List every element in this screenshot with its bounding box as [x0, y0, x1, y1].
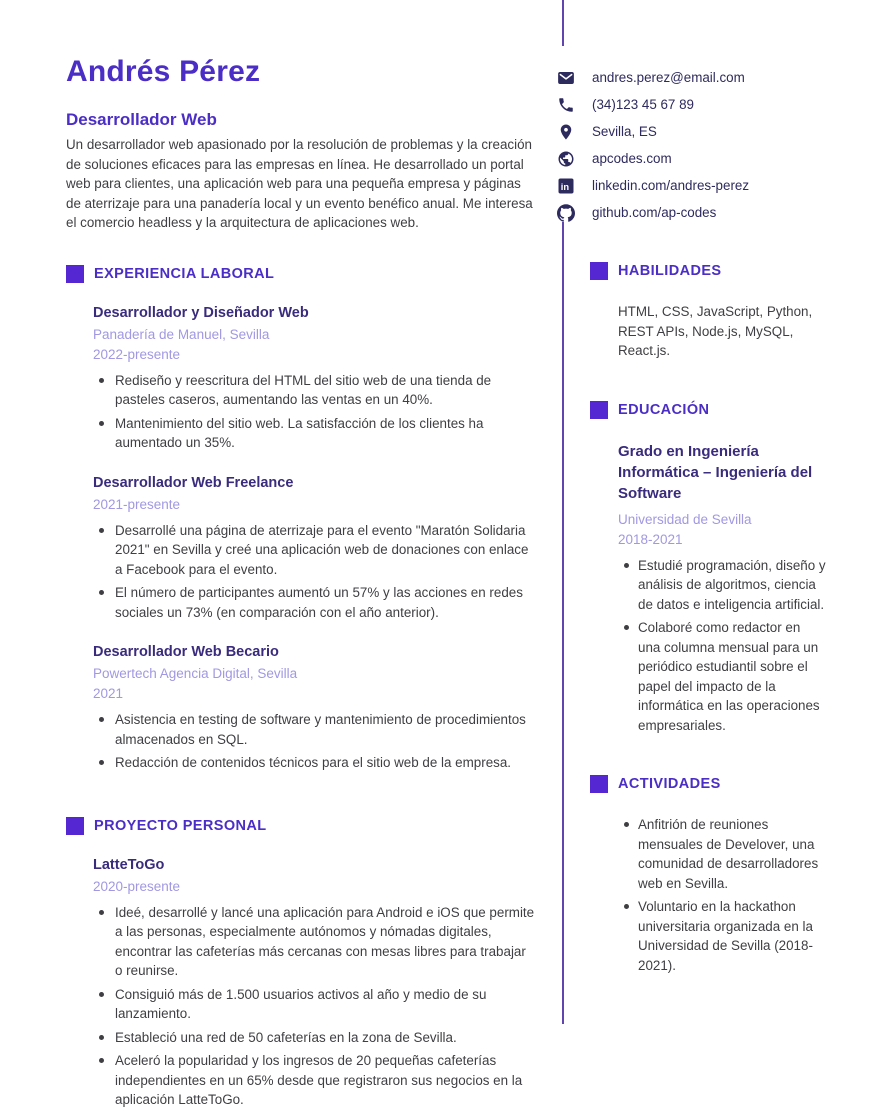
contact-row-phone [556, 91, 846, 118]
section-activities [590, 775, 846, 975]
experience-entries [93, 305, 536, 773]
activities-section-header [590, 775, 846, 793]
job-entry [93, 475, 536, 623]
contact-row-github [556, 199, 846, 226]
degree-title: Grado en Ingeniería Informática – Ingeniería del Software [618, 442, 813, 502]
bullet-item: Anfitrión de reuniones mensuales de Develover, una comunidad de desarrolladores web en Sevilla. [618, 815, 826, 893]
experience-section-header [66, 265, 536, 283]
bullet-item: Mantenimiento del sitio web. La satisfacción de los clientes ha aumentado un 35%. [93, 414, 536, 453]
bullet-item: Colaboré como redactor en una columna mensual para un periódico estudiantil sobre el papel del impacto de la informática en las operaciones empresariales. [618, 618, 826, 735]
section-education [590, 401, 846, 736]
github-icon [556, 203, 575, 222]
job-title: Desarrollador Web Becario [93, 644, 279, 660]
email-icon [556, 68, 575, 87]
bullet-item: Estudié programación, diseño y análisis de algoritmos, ciencia de datos e inteligencia artificial. [618, 556, 826, 615]
bullet-item: El número de participantes aumentó un 57% y las acciones en redes sociales un 73% (en comparación con el año anterior). [93, 583, 536, 622]
globe-icon [556, 149, 575, 168]
job-dates: 2022-presente [93, 346, 181, 362]
section-heading: EDUCACIÓN [618, 401, 710, 418]
job-company: Panadería de Manuel, Sevilla [93, 326, 270, 342]
education-body [618, 441, 826, 736]
project-section-header [66, 817, 536, 835]
bullet-item: Aceleró la popularidad y los ingresos de 20 pequeñas cafeterías independientes en un 65% desde que registraron sus negocios en la aplicación LatteToGo. [93, 1051, 536, 1110]
section-marker-icon [590, 775, 608, 793]
section-skills [590, 262, 846, 361]
job-entry [93, 644, 536, 773]
contact-list [556, 64, 846, 226]
job-title: Desarrollador y Diseñador Web [93, 304, 309, 321]
contact-email: andres.perez@email.com [592, 70, 745, 85]
bullet-item: Redacción de contenidos técnicos para el sitio web de la empresa. [93, 753, 536, 773]
profile-summary: Un desarrollador web apasionado por la resolución de problemas y la creación de soluciones eficaces para las empresas en línea. He desarrollado un portal web para clientes, una aplicación web para una pequeña empresa y páginas de aterrizaje para una panadería local y un evento benéfico anual. Me interesa el comercio headless y la arquitectura de aplicaciones web. [66, 137, 533, 230]
contact-row-linkedin [556, 172, 846, 199]
section-marker-icon [66, 817, 84, 835]
section-heading: ACTIVIDADES [618, 776, 721, 792]
phone-icon [556, 95, 575, 114]
bullet-item: Asistencia en testing de software y mantenimiento de procedimientos almacenados en SQL. [93, 710, 536, 749]
education-section-header [590, 401, 846, 419]
contact-location: Sevilla, ES [592, 124, 657, 139]
project-bullet-list [93, 903, 536, 1110]
linkedin-icon [556, 176, 575, 195]
activities-bullet-list [618, 815, 826, 975]
contact-row-location [556, 118, 846, 145]
job-dates: 2021-presente [93, 496, 181, 512]
education-school: Universidad de Sevilla [618, 511, 752, 527]
section-marker-icon [590, 401, 608, 419]
section-experience [66, 265, 536, 773]
project-entries [93, 857, 536, 1110]
bullet-item: Estableció una red de 50 cafeterías en la zona de Sevilla. [93, 1028, 536, 1048]
contact-row-website [556, 145, 846, 172]
job-bullet-list [93, 710, 536, 773]
section-heading: HABILIDADES [618, 263, 722, 279]
contact-row-email [556, 64, 846, 91]
bullet-item: Ideé, desarrollé y lancé una aplicación para Android e iOS que permite a las personas, especialmente autónomos y nómadas digitales, encontrar las cafeterías más cercanas con mesas libres para trabajar o reunirse. [93, 903, 536, 981]
contact-github: github.com/ap-codes [592, 205, 717, 220]
section-marker-icon [66, 265, 84, 283]
location-icon [556, 122, 575, 141]
job-bullet-list [93, 521, 536, 623]
contact-website: apcodes.com [592, 151, 672, 166]
vertical-divider-top [562, 0, 564, 46]
project-dates: 2020-presente [93, 878, 181, 894]
svg-text:in: in [560, 181, 569, 192]
job-title: Desarrollador Web Freelance [93, 474, 294, 491]
side-column [556, 64, 846, 979]
job-entry [93, 305, 536, 453]
skills-body [618, 302, 826, 361]
bullet-item: Consiguió más de 1.500 usuarios activos al año y medio de su lanzamiento. [93, 985, 536, 1024]
education-bullet-list [618, 556, 826, 736]
job-bullet-list [93, 371, 536, 453]
bullet-item: Rediseño y reescritura del HTML del sitio web de una tienda de pasteles caseros, aumentando las ventas en un 40%. [93, 371, 536, 410]
job-company: Powertech Agencia Digital, Sevilla [93, 666, 298, 681]
job-dates: 2021 [93, 686, 124, 701]
activities-body [618, 815, 826, 975]
section-heading: PROYECTO PERSONAL [94, 817, 267, 834]
section-marker-icon [590, 262, 608, 280]
skills-list: HTML, CSS, JavaScript, Python, REST APIs, Node.js, MySQL, React.js. [618, 304, 813, 358]
section-personal-project [66, 817, 536, 1110]
contact-linkedin: linkedin.com/andres-perez [592, 178, 750, 193]
bullet-item: Voluntario en la hackathon universitaria organizada en la Universidad de Sevilla (2018-2021). [618, 897, 826, 975]
education-dates: 2018-2021 [618, 531, 683, 547]
bullet-item: Desarrollé una página de aterrizaje para el evento "Maratón Solidaria 2021" en Sevilla y creé una aplicación web de donaciones con enlace a Facebook para el evento. [93, 521, 536, 580]
skills-section-header [590, 262, 846, 280]
section-heading: EXPERIENCIA LABORAL [94, 265, 275, 282]
project-title: LatteToGo [93, 856, 165, 873]
person-name: Andrés Pérez [66, 55, 261, 88]
person-job-title: Desarrollador Web [66, 110, 217, 129]
main-column [66, 55, 536, 1114]
project-entry [93, 857, 536, 1110]
contact-phone: (34)123 45 67 89 [592, 97, 694, 112]
